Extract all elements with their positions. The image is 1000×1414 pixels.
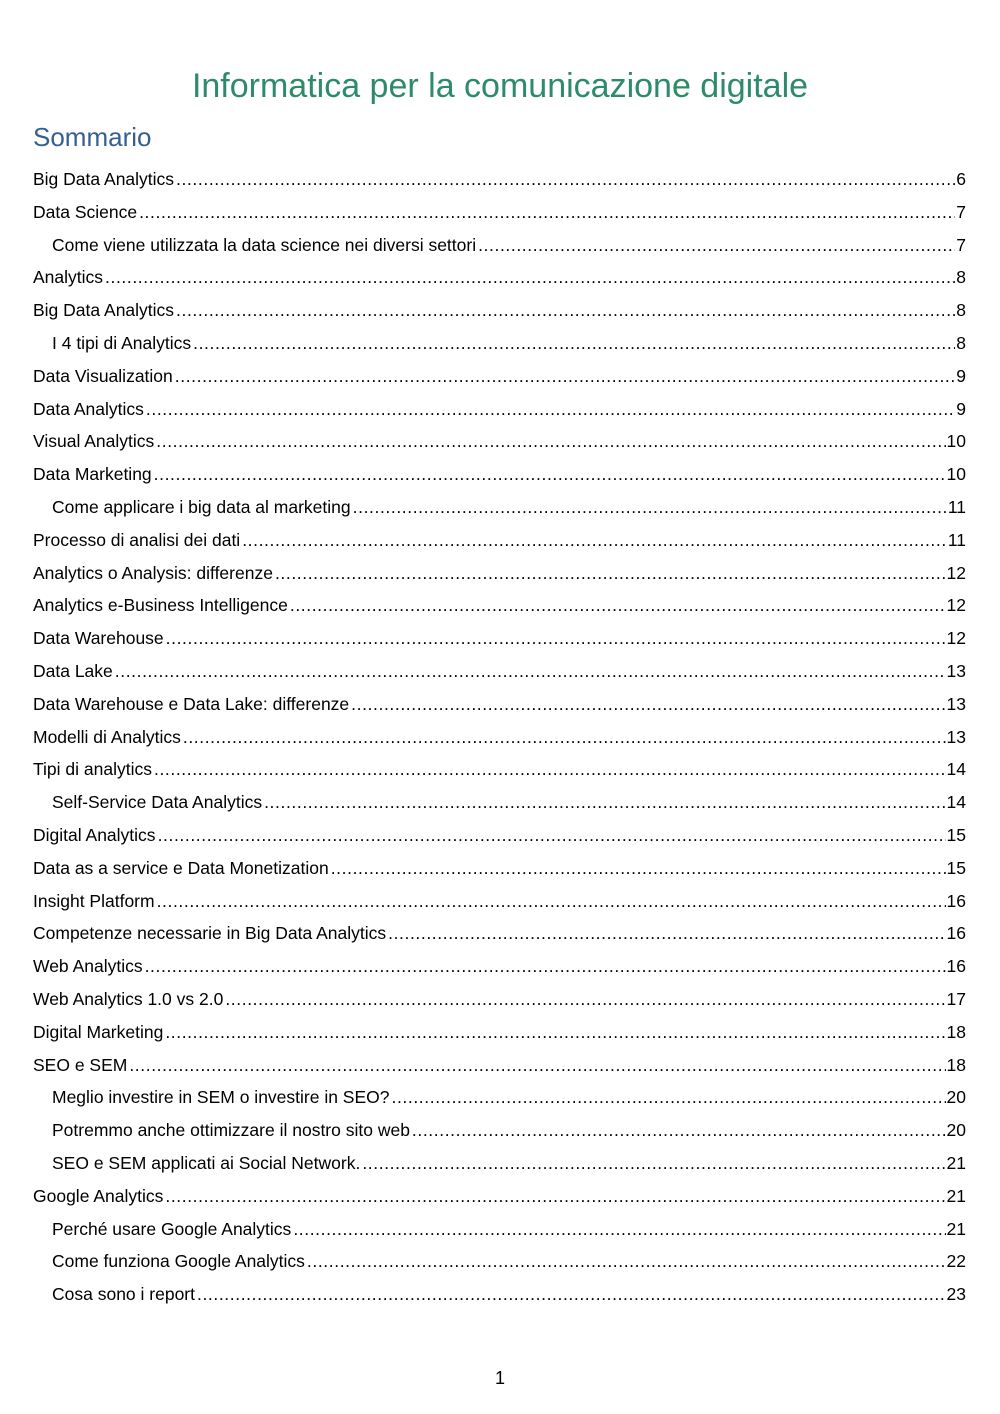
toc-entry-page[interactable]: 8 bbox=[956, 267, 966, 288]
toc-dot-leader bbox=[165, 1180, 945, 1213]
document-title: Informatica per la comunicazione digitale bbox=[191, 67, 809, 105]
toc-dot-leader bbox=[197, 1278, 946, 1311]
toc-entry-label[interactable]: Self-Service Data Analytics bbox=[52, 792, 263, 813]
toc-dot-leader bbox=[307, 1245, 946, 1278]
toc-entry-label[interactable]: I 4 tipi di Analytics bbox=[52, 332, 192, 353]
toc-entry[interactable] bbox=[33, 327, 966, 360]
toc-entry[interactable] bbox=[33, 1081, 966, 1114]
toc-entry-page[interactable]: 8 bbox=[956, 332, 966, 353]
toc-entry-page[interactable]: 15 bbox=[946, 857, 966, 878]
toc-entry[interactable] bbox=[33, 983, 966, 1016]
toc-entry[interactable] bbox=[33, 1213, 966, 1246]
toc-entry[interactable] bbox=[33, 294, 966, 327]
toc-entry-page[interactable]: 18 bbox=[946, 1054, 966, 1075]
toc-entry-label[interactable]: SEO e SEM bbox=[33, 1054, 128, 1075]
toc-entry-page[interactable]: 16 bbox=[946, 956, 966, 977]
toc-entry-page[interactable]: 15 bbox=[946, 824, 966, 845]
toc-entry[interactable] bbox=[33, 852, 966, 885]
toc-entry-label[interactable]: Processo di analisi dei dati bbox=[33, 529, 241, 550]
toc-entry-label[interactable]: Data Analytics bbox=[33, 398, 144, 419]
toc-entry-label[interactable]: Big Data Analytics bbox=[33, 300, 175, 321]
toc-dot-leader bbox=[275, 557, 946, 590]
toc-entry[interactable] bbox=[33, 1278, 966, 1311]
toc-entry[interactable] bbox=[33, 589, 966, 622]
toc-entry-label[interactable]: Data Lake bbox=[33, 660, 113, 681]
toc-entry-page[interactable]: 9 bbox=[956, 365, 966, 386]
toc-entry-page[interactable]: 6 bbox=[956, 169, 966, 189]
toc-dot-leader bbox=[293, 1213, 945, 1246]
toc-entry-page[interactable]: 8 bbox=[956, 300, 966, 321]
toc-entry[interactable] bbox=[33, 458, 966, 491]
toc-entry-page[interactable]: 17 bbox=[946, 988, 966, 1009]
toc-entry-label[interactable]: Web Analytics bbox=[33, 956, 143, 977]
toc-dot-leader bbox=[353, 491, 947, 524]
toc-dot-leader bbox=[158, 819, 946, 852]
toc-entry-label[interactable]: Meglio investire in SEM o investire in SEO? bbox=[52, 1087, 390, 1108]
toc-dot-leader bbox=[193, 327, 955, 360]
toc-entry-page[interactable]: 16 bbox=[946, 890, 966, 911]
toc-entry[interactable] bbox=[33, 917, 966, 950]
toc-entry[interactable] bbox=[33, 196, 966, 229]
toc-entry-label[interactable]: Data as a service e Data Monetization bbox=[33, 857, 329, 878]
toc-entry-page[interactable]: 13 bbox=[946, 693, 966, 714]
toc-dot-leader bbox=[146, 393, 955, 426]
toc-dot-leader bbox=[478, 229, 955, 262]
toc-entry-label[interactable]: Digital Analytics bbox=[33, 824, 156, 845]
toc-entry-page[interactable]: 20 bbox=[946, 1087, 966, 1108]
toc-entry-label[interactable]: Analytics bbox=[33, 267, 104, 288]
toc-dot-leader bbox=[154, 753, 946, 786]
toc-dot-leader bbox=[264, 786, 945, 819]
toc-entry-label[interactable]: Data Warehouse e Data Lake: differenze bbox=[33, 693, 350, 714]
toc-dot-leader bbox=[331, 852, 946, 885]
toc-entry-page[interactable]: 20 bbox=[946, 1120, 966, 1141]
toc-entry-label[interactable]: Cosa sono i report bbox=[52, 1284, 195, 1305]
toc-dot-leader bbox=[139, 196, 955, 229]
toc-entry-page[interactable]: 21 bbox=[946, 1152, 966, 1173]
toc-heading: Sommario bbox=[33, 122, 152, 152]
toc-dot-leader bbox=[392, 1081, 946, 1114]
toc-entry-label[interactable]: Web Analytics 1.0 vs 2.0 bbox=[33, 988, 224, 1009]
toc-entry-label[interactable]: Come viene utilizzata la data science nei diversi settori bbox=[52, 234, 477, 255]
toc-dot-leader bbox=[115, 655, 946, 688]
toc-dot-leader bbox=[165, 1016, 945, 1049]
toc-entry[interactable] bbox=[33, 1114, 966, 1147]
toc-entry-label[interactable]: Big Data Analytics bbox=[33, 169, 175, 189]
toc-dot-leader bbox=[388, 917, 945, 950]
toc-dot-leader bbox=[145, 950, 946, 983]
toc-entry[interactable] bbox=[33, 1147, 966, 1180]
toc-entry-page[interactable]: 13 bbox=[946, 726, 966, 747]
toc-entry[interactable] bbox=[33, 229, 966, 262]
toc-entry-label[interactable]: Analytics e-Business Intelligence bbox=[33, 595, 288, 616]
toc-entry[interactable] bbox=[33, 786, 966, 819]
toc-entry-label[interactable]: Tipi di analytics bbox=[33, 759, 152, 780]
toc-entry-page[interactable]: 12 bbox=[946, 562, 966, 583]
toc-dot-leader bbox=[225, 983, 945, 1016]
toc-entry[interactable] bbox=[33, 622, 966, 655]
toc-entry[interactable] bbox=[33, 1016, 966, 1049]
toc-dot-leader bbox=[175, 360, 956, 393]
toc-dot-leader bbox=[412, 1114, 946, 1147]
toc-entry-label[interactable]: Data Warehouse bbox=[33, 628, 164, 649]
toc-entry[interactable] bbox=[33, 425, 966, 458]
toc-entry-label[interactable]: Google Analytics bbox=[33, 1185, 164, 1206]
toc-entry-label[interactable]: Perché usare Google Analytics bbox=[52, 1218, 292, 1239]
toc-dot-leader bbox=[351, 688, 945, 721]
toc-entry-page[interactable]: 12 bbox=[946, 595, 966, 616]
toc-entry-label[interactable]: Data Science bbox=[33, 201, 138, 222]
toc-dot-leader bbox=[166, 622, 946, 655]
toc-entry-label[interactable]: Analytics o Analysis: differenze bbox=[33, 562, 273, 583]
toc-entry-label[interactable]: Come funziona Google Analytics bbox=[52, 1251, 305, 1272]
toc-entry[interactable] bbox=[33, 655, 966, 688]
toc-entry[interactable] bbox=[33, 163, 966, 196]
toc-dot-leader bbox=[154, 458, 946, 491]
toc-entry-label[interactable]: Visual Analytics bbox=[33, 431, 155, 452]
toc-entry-page[interactable]: 13 bbox=[946, 660, 966, 681]
toc-entry-page[interactable]: 10 bbox=[946, 464, 966, 485]
toc-entry[interactable] bbox=[33, 360, 966, 393]
toc-dot-leader bbox=[183, 721, 946, 754]
toc-dot-leader bbox=[129, 1049, 945, 1082]
toc-entry-page[interactable]: 21 bbox=[946, 1185, 966, 1206]
toc-entry[interactable] bbox=[33, 1245, 966, 1278]
toc-entry-page[interactable]: 23 bbox=[946, 1284, 966, 1305]
toc-entry[interactable] bbox=[33, 721, 966, 754]
toc-entry[interactable] bbox=[33, 688, 966, 721]
toc-entry-page[interactable]: 7 bbox=[956, 201, 966, 222]
toc-entry-label[interactable]: Modelli di Analytics bbox=[33, 726, 181, 747]
toc-entry[interactable] bbox=[33, 1049, 966, 1082]
toc-entry-page[interactable]: 7 bbox=[956, 234, 966, 255]
toc-dot-leader bbox=[176, 294, 955, 327]
toc-dot-leader bbox=[290, 589, 946, 622]
toc-entry-page[interactable]: 9 bbox=[956, 398, 966, 419]
toc-entry-page[interactable]: 21 bbox=[946, 1218, 966, 1239]
toc-entry[interactable] bbox=[33, 753, 966, 786]
toc-entry-page[interactable]: 16 bbox=[946, 923, 966, 944]
toc-entry-page[interactable]: 10 bbox=[946, 431, 966, 452]
toc-entry-page[interactable]: 12 bbox=[946, 628, 966, 649]
toc-entry-page[interactable]: 18 bbox=[946, 1021, 966, 1042]
toc-entry[interactable] bbox=[33, 819, 966, 852]
toc-entry-label[interactable]: Data Marketing bbox=[33, 464, 152, 485]
toc-entry-label[interactable]: Competenze necessarie in Big Data Analytics bbox=[33, 923, 387, 944]
toc-dot-leader bbox=[105, 261, 955, 294]
toc-entry-label[interactable]: Data Visualization bbox=[33, 365, 173, 386]
toc-entry-label[interactable]: Potremmo anche ottimizzare il nostro sito web bbox=[52, 1120, 410, 1141]
toc-entry[interactable] bbox=[33, 393, 966, 426]
toc-entry-page[interactable]: 22 bbox=[946, 1251, 966, 1272]
toc-dot-leader bbox=[156, 425, 945, 458]
toc-entry-page[interactable]: 14 bbox=[946, 792, 966, 813]
toc-dot-leader bbox=[362, 1147, 945, 1180]
table-of-contents bbox=[33, 163, 966, 1311]
toc-entry-page[interactable]: 14 bbox=[946, 759, 966, 780]
toc-entry[interactable] bbox=[33, 885, 966, 918]
toc-entry-label[interactable]: Digital Marketing bbox=[33, 1021, 164, 1042]
page-number: 1 bbox=[494, 1368, 505, 1388]
toc-entry-page[interactable]: 11 bbox=[947, 529, 966, 550]
toc-dot-leader bbox=[176, 163, 955, 196]
toc-entry-page[interactable]: 11 bbox=[947, 496, 966, 517]
toc-dot-leader bbox=[242, 524, 947, 557]
toc-entry[interactable] bbox=[33, 261, 966, 294]
toc-entry[interactable] bbox=[33, 1180, 966, 1213]
toc-entry[interactable] bbox=[33, 524, 966, 557]
toc-entry-label[interactable]: Come applicare i big data al marketing bbox=[52, 496, 351, 517]
toc-dot-leader bbox=[157, 885, 946, 918]
toc-entry-label[interactable]: Insight Platform bbox=[33, 890, 155, 911]
toc-entry-label[interactable]: SEO e SEM applicati ai Social Network. bbox=[52, 1152, 361, 1173]
toc-entry[interactable] bbox=[33, 950, 966, 983]
toc-entry[interactable] bbox=[33, 557, 966, 590]
toc-entry[interactable] bbox=[33, 491, 966, 524]
